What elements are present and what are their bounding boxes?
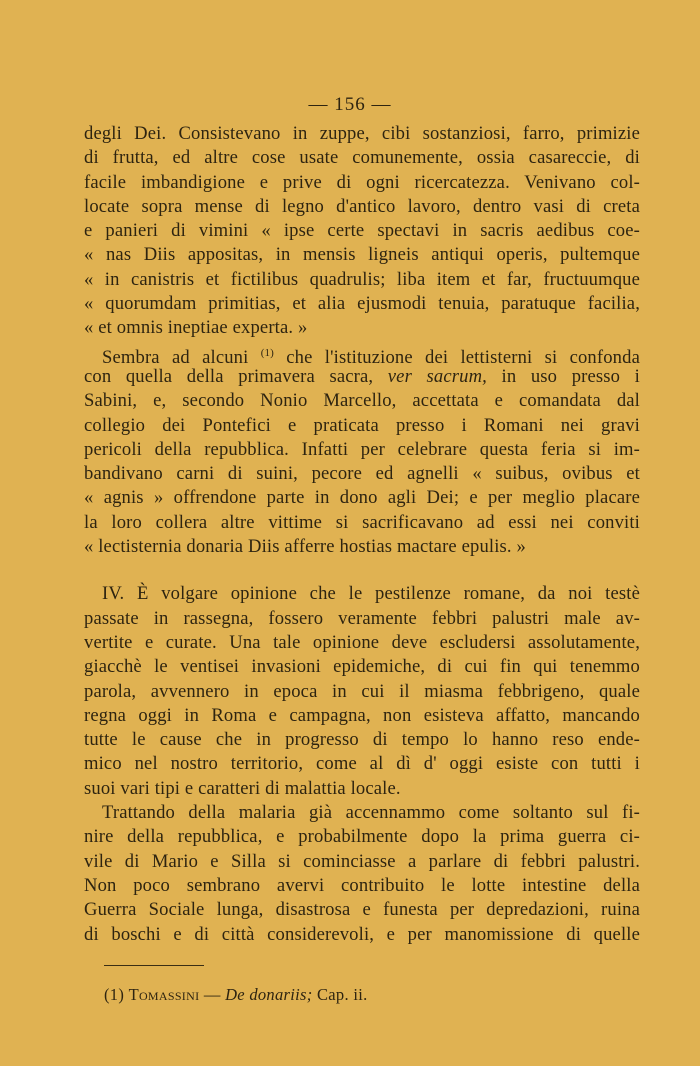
text-line: Non poco sembrano avervi contribuito le lotte intestine della	[84, 874, 640, 896]
text-line: degli Dei. Consistevano in zuppe, cibi sostanziosi, farro, primizie	[84, 123, 640, 144]
text-line: « et omnis ineptiae experta. »	[84, 317, 308, 339]
text-run: in uso presso i	[501, 365, 640, 387]
text-line: mico nel nostro territorio, come al dì d' oggi esiste con tutti i	[84, 753, 640, 775]
text-line: « agnis » offrendone parte in dono agli Dei; e per meglio placare	[84, 487, 640, 509]
text-line: di frutta, ed altre cose usate comunemente, ossia casareccie, di	[84, 147, 640, 169]
text-line: tutte le cause che in progresso di tempo lo hanno reso ende-	[84, 729, 640, 751]
text-line: regna oggi in Roma e campagna, non esisteva affatto, mancando	[84, 704, 640, 726]
footnote	[104, 985, 368, 1005]
text-line: Trattando della malaria già accennammo come soltanto sul fi-	[102, 802, 640, 824]
body-text	[84, 122, 640, 947]
italic-term: ver sacrum,	[387, 365, 487, 387]
footnote-reference: (1)	[260, 346, 274, 359]
text-line: vertite e curate. Una tale opinione deve escludersi assolutamente,	[84, 631, 640, 653]
text-line	[84, 365, 640, 389]
text-line: « lectisternia donaria Diis afferre hostias mactare epulis. »	[84, 536, 526, 558]
text-line: vile di Mario e Silla si cominciasse a parlare di febbri palustri.	[84, 850, 640, 872]
text-line: collegio dei Pontefici e praticata presso i Romani nei gravi	[84, 414, 640, 436]
text-line: Sabini, e, secondo Nonio Marcello, accettata e comandata dal	[84, 390, 640, 412]
text-line: la loro collera altre vittime si sacrificavano ad essi nei conviti	[84, 511, 640, 533]
text-run: con quella della primavera sacra,	[84, 365, 374, 387]
text-line: di boschi e di città considerevoli, e per manomissione di quelle	[84, 923, 640, 945]
text-line: « nas Diis appositas, in mensis ligneis antiqui operis, pultemque	[84, 244, 640, 266]
text-run: che l'istituzione dei lettisterni si confonda	[286, 346, 640, 368]
text-line: parola, avvennero in epoca in cui il miasma febbrigeno, quale	[84, 680, 640, 702]
paragraph-3	[84, 582, 640, 801]
text-line: passate in rassegna, fossero veramente febbri palustri male av-	[84, 607, 640, 629]
footnote-dash: —	[203, 985, 221, 1004]
text-line: bandivano carni di suini, pecore ed agnelli « suibus, ovibus et	[84, 463, 640, 485]
paragraph-1	[84, 122, 640, 341]
page-number: — 156 —	[308, 94, 392, 115]
text-line	[84, 341, 640, 368]
paragraph-4	[84, 801, 640, 947]
footnote-title: De donariis;	[225, 985, 313, 1004]
text-line: « quorumdam primitias, et alia ejusmodi tenuia, paratuque facilia,	[84, 293, 640, 315]
footnote-ref: Cap. ii.	[316, 985, 368, 1004]
text-line: locate sopra mense di legno d'antico lavoro, dentro vasi di creta	[84, 195, 640, 217]
footnote-divider	[104, 965, 204, 966]
text-line: giacchè le ventisei invasioni epidemiche, di cui fin qui tenemmo	[84, 656, 640, 678]
text-line: facile imbandigione e prive di ogni ricercatezza. Venivano col-	[84, 171, 640, 193]
text-line: e panieri di vimini « ipse certe spectavi in sacris aedibus coe-	[84, 220, 640, 242]
footnote-marker: (1)	[104, 985, 125, 1004]
text-run: Sembra ad alcuni	[102, 346, 249, 368]
footnote-author: Tomassini	[128, 985, 200, 1004]
section-gap	[84, 559, 640, 582]
text-line: IV. È volgare opinione che le pestilenze romane, da noi testè	[102, 583, 640, 605]
paragraph-2	[84, 341, 640, 560]
text-line: « in canistris et fictilibus quadrulis; liba item et far, fructuumque	[84, 268, 640, 290]
text-line: Guerra Sociale lunga, disastrosa e funesta per depredazioni, ruina	[84, 899, 640, 921]
text-line: suoi vari tipi e caratteri di malattia locale.	[84, 777, 401, 799]
text-line: pericoli della repubblica. Infatti per celebrare questa feria si im-	[84, 438, 640, 460]
text-line: nire della repubblica, e probabilmente dopo la prima guerra ci-	[84, 826, 640, 848]
